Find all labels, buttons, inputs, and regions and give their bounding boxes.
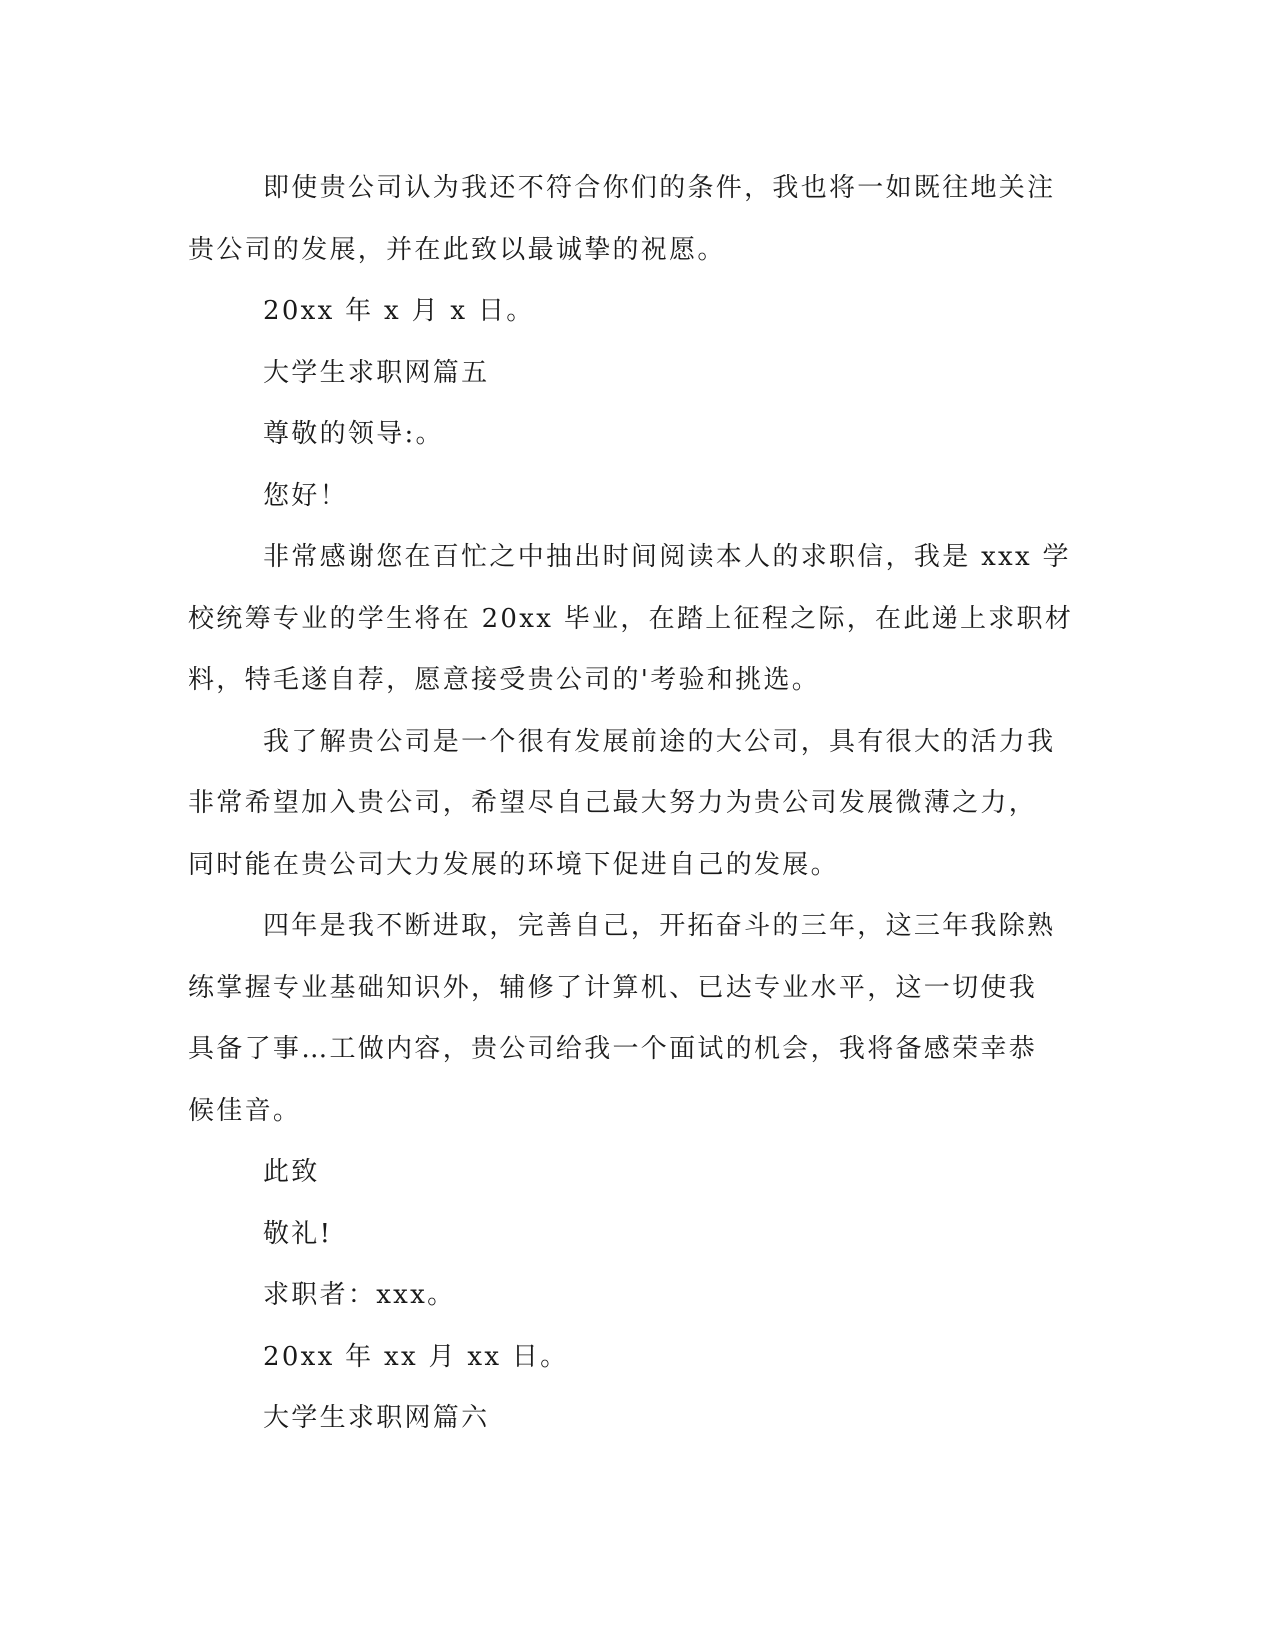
text-line: 同时能在贵公司大力发展的环境下促进自己的发展。 [188, 849, 839, 880]
document-body [188, 158, 1088, 1450]
salutation: 尊敬的领导:。 [263, 419, 444, 449]
text-line: 我了解贵公司是一个很有发展前途的大公司，具有很大的活力我 [263, 726, 1056, 757]
closing: 此致 [263, 1157, 320, 1187]
text-line: 候佳音。 [188, 1095, 302, 1126]
text-line: 练掌握专业基础知识外，辅修了计算机、已达专业水平，这一切使我 [188, 972, 1038, 1003]
section-heading: 大学生求职网篇六 [263, 1403, 490, 1433]
text-line: 料，特毛遂自荐，愿意接受贵公司的'考验和挑选。 [188, 665, 821, 695]
text-line: 即使贵公司认为我还不符合你们的条件，我也将一如既往地关注 [263, 173, 1056, 203]
text-line: 具备了事…工做内容，贵公司给我一个面试的机会，我将备感荣幸恭 [188, 1034, 1038, 1064]
section-heading: 大学生求职网篇五 [263, 357, 490, 388]
signature-line: 求职者：xxx。 [263, 1280, 456, 1310]
date-line: 20xx 年 xx 月 xx 日。 [263, 1341, 569, 1372]
date-line: 20xx 年 x 月 x 日。 [263, 296, 535, 326]
text-line: 四年是我不断进取，完善自己，开拓奋斗的三年，这三年我除熟 [263, 911, 1056, 941]
closing: 敬礼! [263, 1218, 333, 1249]
greeting: 您好！ [263, 480, 348, 511]
text-line: 非常希望加入贵公司，希望尽自己最大努力为贵公司发展微薄之力， [188, 788, 1038, 818]
text-line: 非常感谢您在百忙之中抽出时间阅读本人的求职信，我是 xxx 学 [263, 542, 1071, 572]
text-line: 校统筹专业的学生将在 20xx 毕业，在踏上征程之际，在此递上求职材 [188, 603, 1074, 634]
text-line: 贵公司的发展，并在此致以最诚挚的祝愿。 [188, 234, 726, 265]
